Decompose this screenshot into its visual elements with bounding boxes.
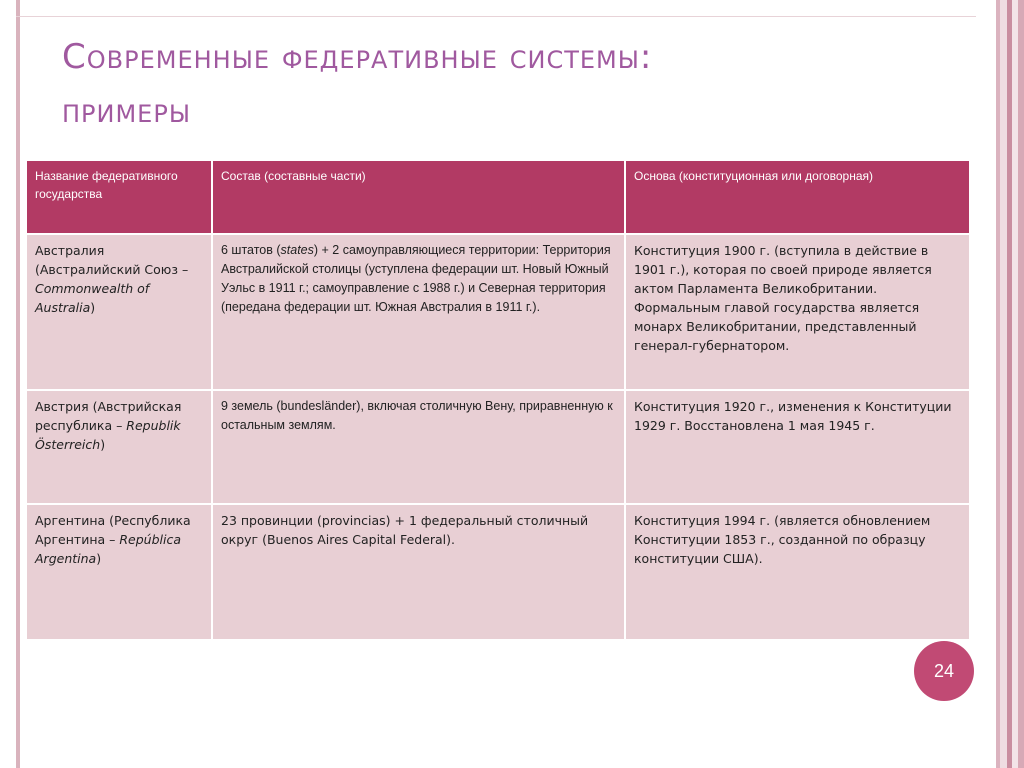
cell-composition	[212, 234, 625, 390]
table-header-row	[26, 160, 970, 234]
composition-italic: states	[280, 243, 314, 257]
slide-title	[62, 30, 962, 138]
state-name-text: Австралия (Австралийский Союз –	[35, 243, 189, 277]
cell-composition: 9 земель (bundesländer), включая столичную Вену, приравненную к остальным землям.	[212, 390, 625, 504]
right-decorative-border	[984, 0, 1024, 768]
table-row-argentina	[26, 504, 970, 640]
cell-state-name	[26, 504, 212, 640]
state-name-close: )	[100, 437, 106, 452]
slide-title-line1: Современные федеративные системы:	[62, 37, 653, 77]
state-name-close: )	[90, 300, 96, 315]
cell-composition: 23 провинции (provincias) + 1 федеральный столичный округ (Buenos Aires Capital Federal).	[212, 504, 625, 640]
state-name-text: Австрия (Австрийская республика –	[35, 399, 182, 433]
composition-rest: ) + 2 самоуправляющиеся территории: Территория Австралийской столицы (уступлена федерации шт. Новый Южный Уэльс в 1911 г.; самоуправление с 1988 г.) и Северная территория (передана федерации шт. Южная Австралия в 1911 г.).	[221, 243, 611, 314]
state-name-close: )	[96, 551, 102, 566]
border-stripe	[1018, 0, 1024, 768]
state-name-native: Commonwealth of Australia	[35, 281, 150, 315]
border-stripe	[1000, 0, 1007, 768]
left-frame-line	[16, 0, 20, 768]
table-row-australia	[26, 234, 970, 390]
cell-state-name	[26, 390, 212, 504]
state-name-native: República Argentina	[35, 532, 182, 566]
state-name-text: Аргентина (Республика Аргентина –	[35, 513, 191, 547]
header-basis: Основа (конституционная или договорная)	[625, 160, 970, 234]
state-name-native: Republik Österreich	[35, 418, 181, 452]
header-composition: Состав (составные части)	[212, 160, 625, 234]
federations-table	[25, 159, 971, 641]
composition-text: 6 штатов (	[221, 243, 281, 257]
header-state-name: Название федеративного государства	[26, 160, 212, 234]
slide-title-line2: примеры	[62, 91, 191, 131]
cell-basis: Конституция 1920 г., изменения к Конституции 1929 г. Восстановлена 1 мая 1945 г.	[625, 390, 970, 504]
page-number-badge: 24	[914, 641, 974, 701]
table-row-austria	[26, 390, 970, 504]
cell-basis: Конституция 1994 г. (является обновлением Конституции 1853 г., созданной по образцу конституции США).	[625, 504, 970, 640]
top-frame-line	[16, 16, 976, 17]
cell-basis: Конституция 1900 г. (вступила в действие в 1901 г.), которая по своей природе является актом Парламента Великобритании. Формальным главой государства является монарх Великобритании, представленный генерал-губернатором.	[625, 234, 970, 390]
cell-state-name	[26, 234, 212, 390]
